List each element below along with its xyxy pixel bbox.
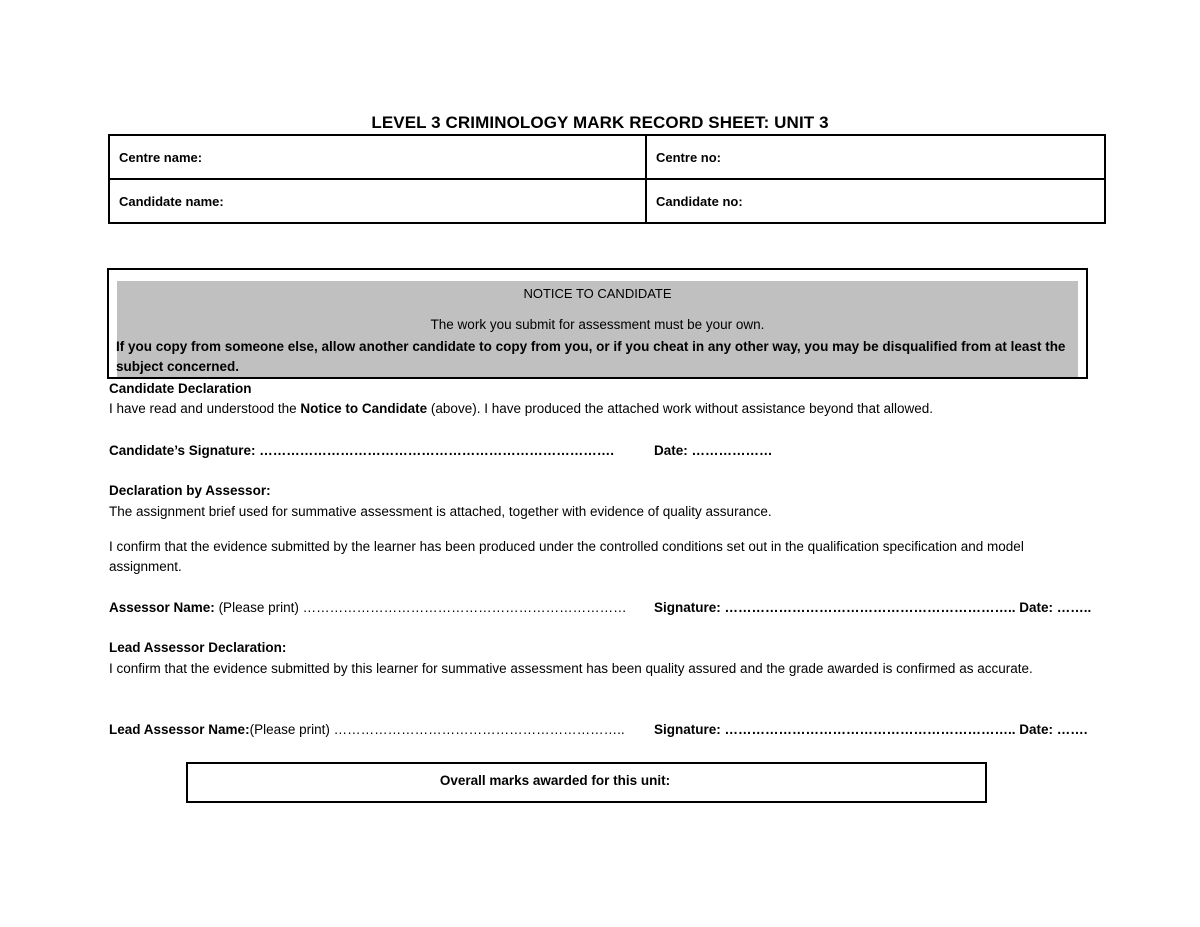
notice-panel — [117, 281, 1078, 377]
notice-heading: NOTICE TO CANDIDATE — [523, 286, 672, 301]
assessor-confirm-text: I confirm that the evidence submitted by the learner has been produced under the controlled conditions set out in the qualification specification and model assignment. — [109, 539, 1024, 574]
candidate-declaration-heading: Candidate Declaration — [109, 381, 252, 396]
declaration-text-start: I have read and understood the — [109, 401, 301, 416]
candidate-signature-line[interactable]: Candidate’s Signature: ……………………………………………………………………. — [109, 443, 615, 458]
lead-assessor-signature-line[interactable]: Signature: ……………………………………………………….. Date: ……. — [654, 722, 1088, 737]
notice-line: The work you submit for assessment must be your own. — [430, 317, 765, 332]
declaration-text-bold: Notice to Candidate — [300, 401, 428, 416]
assessor-name-dots: (Please print) ……………………………………………………………… — [214, 600, 627, 615]
candidate-date-line[interactable]: Date: ……………… — [654, 443, 773, 458]
notice-box — [107, 268, 1088, 379]
page-title: LEVEL 3 CRIMINOLOGY MARK RECORD SHEET: UNIT 3 — [371, 113, 829, 132]
lead-assessor-name-label: Lead Assessor Name: — [109, 722, 250, 737]
lead-assessor-name-dots: (Please print) ……………………………………………………….. — [249, 722, 625, 737]
candidate-name-field[interactable]: Candidate name: — [109, 179, 646, 223]
centre-no-field[interactable]: Centre no: — [646, 135, 1105, 179]
assessor-signature-line[interactable]: Signature: ……………………………………………………….. Date: …….. — [654, 600, 1092, 615]
lead-assessor-text: I confirm that the evidence submitted by this learner for summative assessment has been quality assured and the grade awarded is confirmed as accurate. — [109, 661, 1033, 676]
assessor-name-line[interactable] — [109, 598, 627, 618]
assessor-declaration-heading: Declaration by Assessor: — [109, 483, 271, 498]
assessor-name-label: Assessor Name: — [109, 600, 215, 615]
centre-name-field[interactable]: Centre name: — [109, 135, 646, 179]
declaration-text-end: (above). I have produced the attached work without assistance beyond that allowed. — [427, 401, 933, 416]
candidate-info-table — [108, 134, 1106, 224]
assessor-declaration-text: The assignment brief used for summative assessment is attached, together with evidence of quality assurance. — [109, 504, 772, 519]
candidate-no-field[interactable]: Candidate no: — [646, 179, 1105, 223]
candidate-declaration-text — [109, 399, 933, 419]
lead-assessor-name-line[interactable] — [109, 720, 625, 740]
overall-marks-box[interactable] — [186, 762, 987, 803]
overall-marks-label: Overall marks awarded for this unit: — [439, 773, 671, 788]
notice-warning: If you copy from someone else, allow another candidate to copy from you, or if you cheat in any other way, you may be disqualified from at least the subject concerned. — [116, 339, 1066, 374]
lead-assessor-heading: Lead Assessor Declaration: — [109, 640, 287, 655]
